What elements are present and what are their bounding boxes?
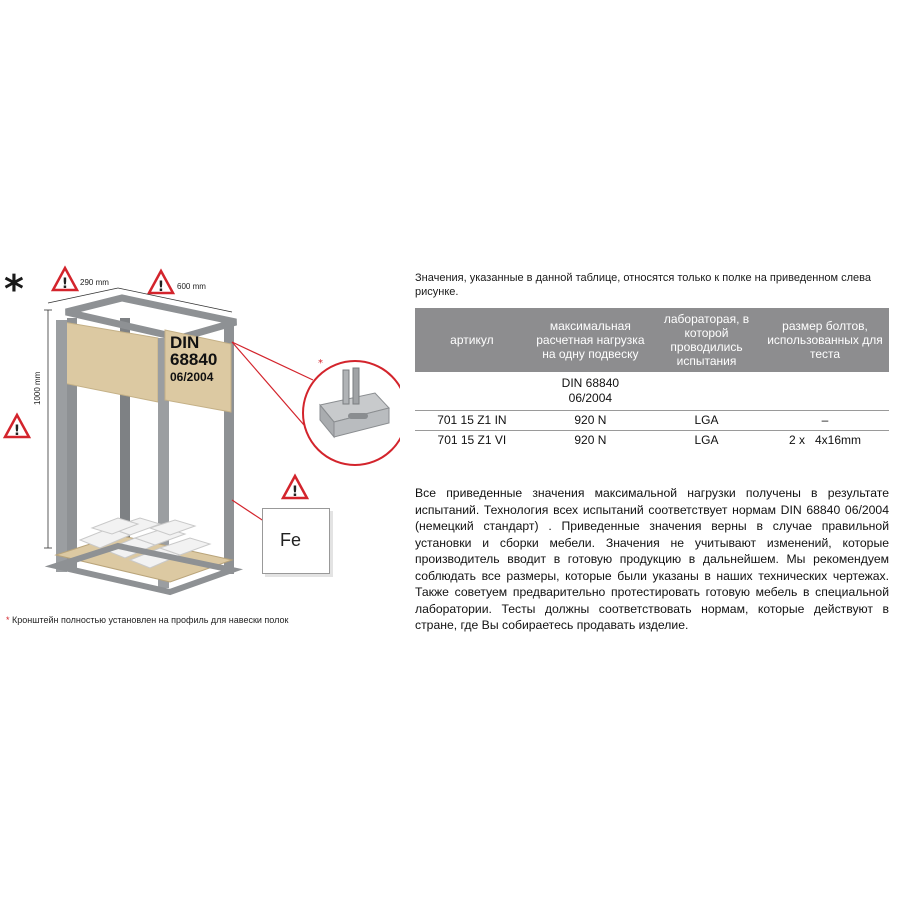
warning-icon <box>5 415 29 439</box>
table-cell: 701 15 Z1 IN <box>415 411 529 431</box>
dimension-width-label: 290 mm <box>80 278 109 287</box>
warning-icon <box>149 271 173 295</box>
din-sign-text <box>170 334 232 386</box>
din-sign-line3: 06/2004 <box>170 370 214 384</box>
body-paragraph: Все приведенные значения максимальной нагрузки получены в результате испытаний. Технология всех испытаний соответствует нормам DIN 68840 06/2004 (немецкий стандарт) . Приведенные значения верны в случае правильной установки и сборки мебели. Значения не учитывают изменений, которые производитель вводит в готовую продукцию в дальнейшем. Мы рекомендуем соблюдать все размеры, которые были указаны в наших технических чертежах. Также советуем предварительно протестировать готовую мебель в специальной лаборатории. Тесты должны соответствовать нормам, которые действуют в стране, где Вы собираетесь продавать изделие. <box>415 486 889 632</box>
table-header-cell: лабораторая, в которой проводились испытания <box>652 308 761 372</box>
table-cell: LGA <box>694 433 719 447</box>
table-header-row <box>415 308 889 372</box>
asterisk-mark: * <box>4 267 24 311</box>
svg-text:!: ! <box>13 423 21 439</box>
table-cell <box>415 372 529 411</box>
table-cell <box>652 372 761 411</box>
frame-post <box>56 320 67 572</box>
table-cell: 920 N <box>529 411 652 431</box>
table-cell: 2 x 4x16mm <box>788 433 862 447</box>
footnote-text: Кронштейн полностью установлен на профиль для навески полок <box>12 615 289 625</box>
detail-asterisk: * <box>318 358 323 369</box>
svg-text:!: ! <box>157 279 165 295</box>
table-cell <box>761 372 889 411</box>
load-table <box>415 308 889 450</box>
table-cell: DIN 68840 06/2004 <box>529 372 652 411</box>
table-cell: LGA <box>652 411 761 431</box>
dimension-height-label: 1000 mm <box>33 371 42 405</box>
table-header-cell: максимальная расчетная нагрузка на одну подвеску <box>529 308 652 372</box>
svg-text:!: ! <box>291 484 299 500</box>
svg-text:!: ! <box>61 276 69 292</box>
table-row <box>415 431 889 451</box>
din-sign-line2: 68840 <box>170 350 218 369</box>
table-cell: – <box>761 411 889 431</box>
dimension-length-label: 600 mm <box>177 282 206 291</box>
intro-text: Значения, указанные в данной таблице, относятся только к полке на приведенном слева рисунке. <box>415 272 872 298</box>
test-rack-illustration <box>0 0 400 620</box>
table-header-cell: артикул <box>415 308 529 372</box>
warning-icon <box>53 268 77 292</box>
table-header-cell: размер болтов, использованных для теста <box>761 308 889 372</box>
table-row <box>415 411 889 431</box>
footnote-mark: * <box>6 615 10 625</box>
wood-panel <box>63 322 158 402</box>
table-row <box>415 372 889 411</box>
table-cell: 701 15 Z1 VI <box>437 433 507 447</box>
material-label: Fe <box>280 530 302 550</box>
din-sign-line1: DIN <box>170 333 200 352</box>
table-cell: 920 N <box>574 433 607 447</box>
warning-icon <box>283 476 307 500</box>
footnote <box>6 615 288 625</box>
